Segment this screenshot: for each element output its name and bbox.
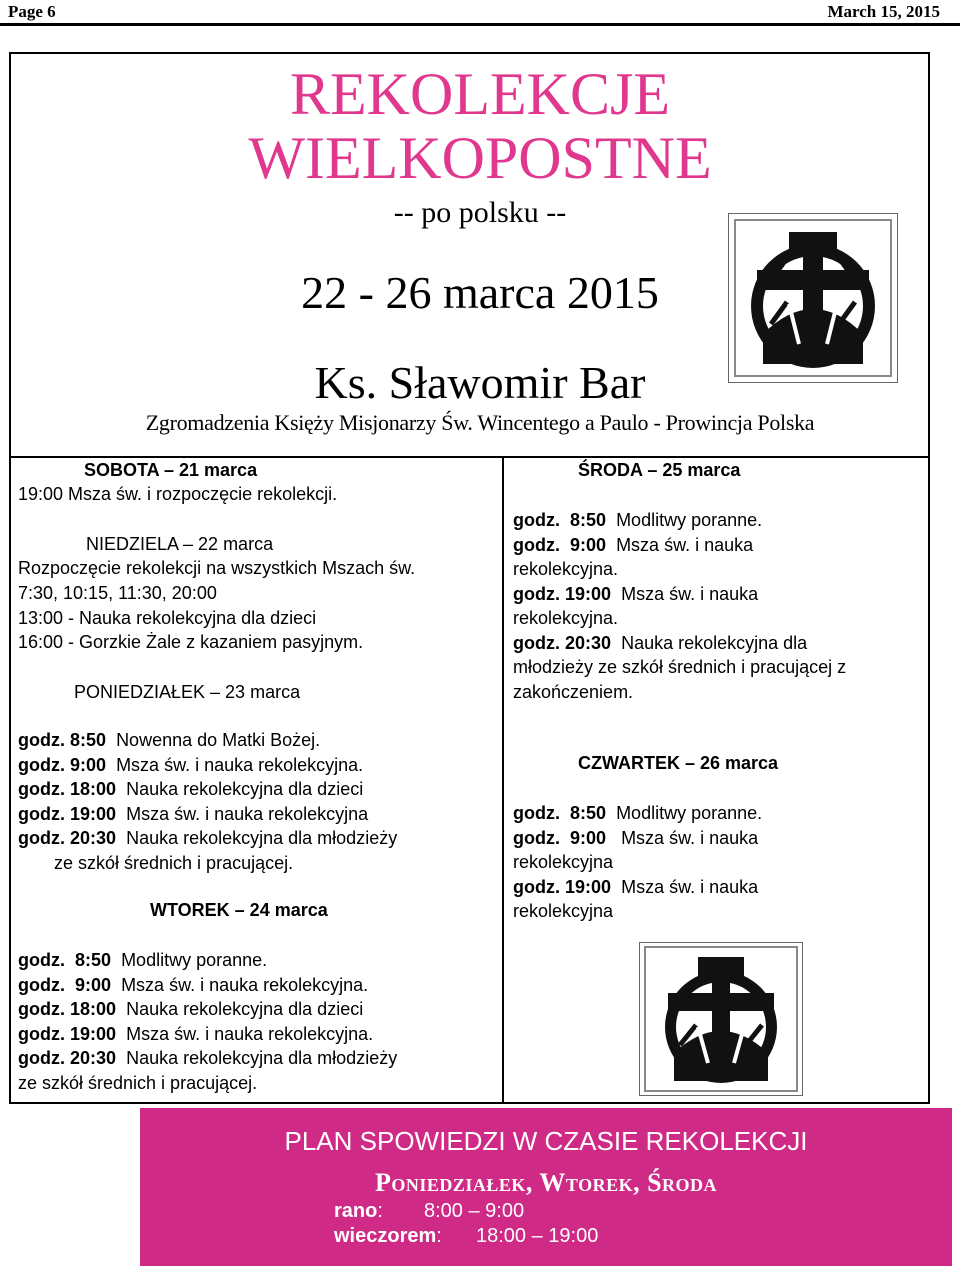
schedule-row: rekolekcyjna bbox=[513, 901, 614, 921]
schedule-row: godz. 19:00 Msza św. i nauka rekolekcyjna. bbox=[18, 1023, 374, 1044]
congregation: Zgromadzenia Księży Misjonarzy Św. Wincentego a Paulo - Prowincja Polska bbox=[145, 410, 815, 435]
day-heading-czwartek: CZWARTEK – 26 marca bbox=[578, 753, 779, 773]
issue-date: March 15, 2015 bbox=[827, 2, 940, 21]
day-heading-sobota: SOBOTA – 21 marca bbox=[84, 460, 258, 480]
confession-evening-label: wieczorem: bbox=[334, 1225, 442, 1247]
schedule-row: godz. 19:00 Msza św. i nauka rekolekcyjna bbox=[18, 803, 369, 824]
schedule-row: godz. 9:00 Msza św. i nauka bbox=[513, 827, 759, 848]
niedziela-line: 7:30, 10:15, 11:30, 20:00 bbox=[18, 583, 217, 603]
day-heading-wtorek: WTOREK – 24 marca bbox=[150, 900, 328, 920]
sobota-line: 19:00 Msza św. i rozpoczęcie rekolekcji. bbox=[18, 484, 338, 504]
schedule-row: godz. 18:00 Nauka rekolekcyjna dla dzieci bbox=[18, 779, 364, 799]
crucifixion-woodcut-image bbox=[639, 942, 803, 1096]
schedule-row: młodzieży ze szkół średnich i pracującej z bbox=[513, 657, 847, 677]
schedule-continuation: ze szkół średnich i pracującej. bbox=[54, 852, 294, 873]
confession-morning-time: 8:00 – 9:00 bbox=[424, 1200, 525, 1222]
page-number: Page 6 bbox=[8, 2, 56, 21]
schedule-row: rekolekcyjna bbox=[513, 852, 614, 872]
niedziela-line: 16:00 - Gorzkie Żale z kazaniem pasyjnym. bbox=[18, 632, 364, 652]
subtitle: -- po polsku -- bbox=[393, 196, 567, 229]
schedule-row: godz. 19:00 Msza św. i nauka bbox=[513, 583, 759, 604]
title-line-2: WIELKOPOSTNE bbox=[248, 125, 712, 191]
confession-evening-time: 18:00 – 19:00 bbox=[476, 1225, 599, 1247]
schedule-row: rekolekcyjna. bbox=[513, 559, 619, 579]
title-divider bbox=[9, 456, 930, 458]
schedule-row: godz. 9:00 Msza św. i nauka bbox=[513, 534, 754, 555]
confession-days: Poniedziałek, Wtorek, Środa bbox=[374, 1168, 718, 1197]
day-heading-niedziela: NIEDZIELA – 22 marca bbox=[86, 534, 274, 554]
day-heading-sroda: ŚRODA – 25 marca bbox=[578, 460, 741, 480]
schedule-row: godz. 9:00 Msza św. i nauka rekolekcyjna. bbox=[18, 974, 369, 995]
poniedzialek-schedule bbox=[18, 728, 397, 875]
schedule-row: godz. 19:00 Msza św. i nauka bbox=[513, 876, 759, 897]
czwartek-schedule bbox=[513, 801, 762, 924]
page-header bbox=[0, 0, 960, 26]
schedule-row: rekolekcyjna. bbox=[513, 608, 619, 628]
schedule-continuation: ze szkół średnich i pracującej. bbox=[18, 1072, 258, 1093]
schedule-row: zakończeniem. bbox=[513, 681, 634, 702]
title-line-1: REKOLEKCJE bbox=[290, 61, 670, 127]
schedule-row: godz. 20:30 Nauka rekolekcyjna dla młodzieży bbox=[18, 828, 398, 848]
confession-morning-label: rano: bbox=[334, 1200, 383, 1222]
schedule-row: godz. 20:30 Nauka rekolekcyjna dla młodzieży bbox=[18, 1048, 398, 1068]
niedziela-line: 13:00 - Nauka rekolekcyjna dla dzieci bbox=[18, 608, 317, 628]
confession-title: PLAN SPOWIEDZI W CZASIE REKOLEKCJI bbox=[284, 1126, 808, 1156]
schedule-row: godz. 20:30 Nauka rekolekcyjna dla bbox=[513, 632, 808, 653]
event-dates: 22 - 26 marca 2015 bbox=[301, 267, 659, 318]
crucifixion-woodcut-image bbox=[728, 213, 898, 383]
schedule-row: godz. 8:50 Modlitwy poranne. bbox=[513, 510, 763, 530]
schedule-row: godz. 8:50 Nowenna do Matki Bożej. bbox=[18, 730, 321, 750]
priest-name: Ks. Sławomir Bar bbox=[314, 357, 646, 408]
schedule-row: godz. 18:00 Nauka rekolekcyjna dla dzieci bbox=[18, 999, 364, 1019]
niedziela-line: Rozpoczęcie rekolekcji na wszystkich Mszach św. bbox=[18, 558, 416, 578]
column-divider bbox=[502, 457, 504, 1104]
day-heading-poniedzialek: PONIEDZIAŁEK – 23 marca bbox=[74, 682, 301, 702]
confession-plan-box bbox=[140, 1108, 952, 1266]
schedule-row: godz. 9:00 Msza św. i nauka rekolekcyjna. bbox=[18, 754, 364, 775]
wtorek-schedule bbox=[18, 948, 397, 1095]
sroda-schedule bbox=[513, 508, 846, 704]
schedule-row: godz. 8:50 Modlitwy poranne. bbox=[513, 803, 763, 823]
schedule-row: godz. 8:50 Modlitwy poranne. bbox=[18, 950, 268, 970]
